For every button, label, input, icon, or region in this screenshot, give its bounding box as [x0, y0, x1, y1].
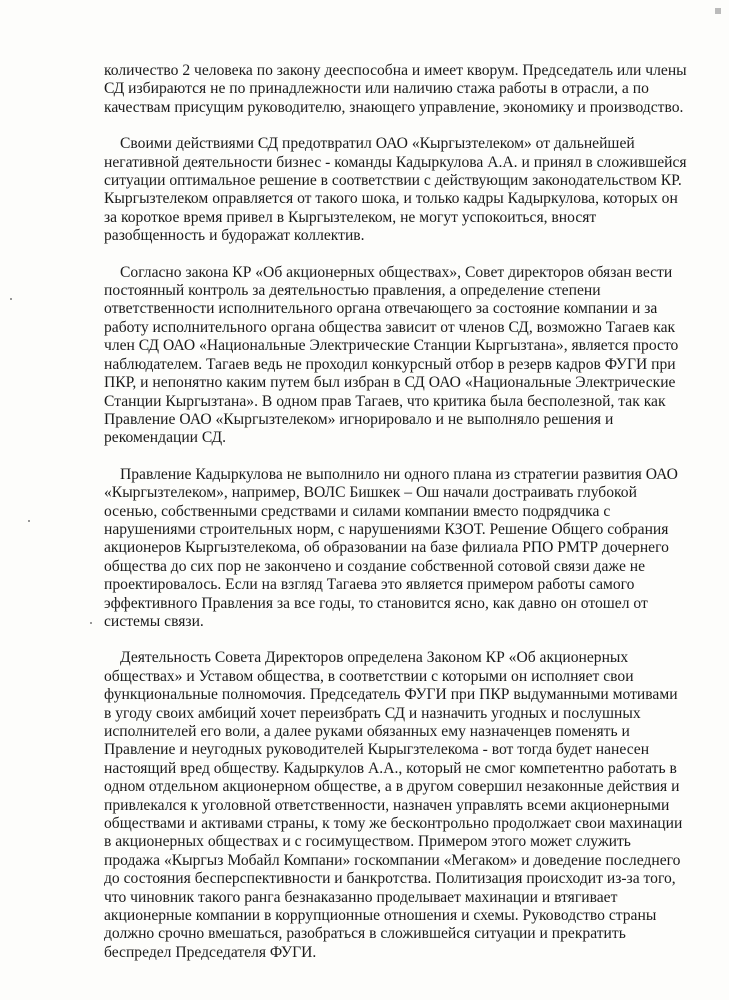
scan-speck: [28, 520, 30, 522]
scan-speck: [10, 298, 12, 300]
paragraph: Согласно закона КР «Об акционерных обществах», Совет директоров обязан вести постоянный контроль за деятельностью правления, а определение степени ответственности исполнительного органа отвечающего за состояние компании и за работу исполнительного органа общества зависит от членов СД, возможно Тагаев как член СД ОАО «Национальные Электрические Станции Кыргызтана», является просто наблюдателем. Тагаев ведь не проходил конкурсный отбор в резерв кадров ФУГИ при ПКР, и непонятно каким путем был избран в СД ОАО «Национальные Электрические Станции Кыргызтана». В одном прав Тагаев, что критика была бесполезной, так как Правление ОАО «Кыргызтелеком» игнорировало и не выполняло решения и рекомендации СД.: [104, 263, 679, 447]
paragraph: количество 2 человека по закону дееспособна и имеет кворум. Председатель или члены СД избираются не по принадлежности или наличию стажа работы в отрасли, а по качествам присущим руководителю, знающего управление, экономику и производство.: [104, 62, 687, 116]
scan-speck: [90, 622, 92, 624]
paragraph: Деятельность Совета Директоров определена Законом КР «Об акционерных обществах» и Уставом общества, в соответствии с которыми он исполняет свои функциональные полномочия. Председатель ФУГИ при ПКР выдуманными мотивами в угоду своих амбиций хочет переизбрать СД и назначить угодных и послушных исполнителей его воли, а далее руками обязанных ему назначенцев поменять и Правление и неугодных руководителей Кырыгзтелекома - вот тогда будет нанесен настоящий вред обществу. Кадыркулов А.А., который не смог компетентно работать в одном отдельном акционерном обществе, а в другом совершил незаконные действия и привлекался к уголовной ответственности, назначен управлять всеми акционерными обществами и активами страны, к тому же бесконтрольно продолжает свои махинации в акционерных обществах и с госимуществом. Примером этого может служить продажа «Кыргыз Мобайл Компани» госкомпании «Мегаком» и доведение последнего до состояния бесперспективности и банкротства. Политизация происходит из-за того, что чиновник такого ранга безнаказанно проделывает махинации и втягивает акционерные компании в коррупционные отношения и схемы. Руководство страны должно срочно вмешаться, разобраться в сложившейся ситуации и прекратить беспредел Председателя ФУГИ.: [104, 649, 683, 961]
document-body: [104, 62, 688, 980]
scan-corner-mark: [715, 8, 721, 14]
paragraph: Правление Кадыркулова не выполнило ни одного плана из стратегии развития ОАО «Кыргызтелеком», например, ВОЛС Бишкек – Ош начали достраивать глубокой осенью, собственными средствами и силами компании вместо подрядчика с нарушениями строительных норм, с нарушениями КЗОТ. Решение Общего собрания акционеров Кыргызтелекома, об образовании на базе филиала РПО РМТР дочернего общества до сих пор не закончено и создание собственной сотовой связи даже не проектировалось. Если на взгляд Тагаева это является примером работы самого эффективного Правления за все годы, то становится ясно, как давно он отошел от системы связи.: [104, 465, 678, 630]
paragraph: Своими действиями СД предотвратил ОАО «Кыргызтелеком» от дальнейшей негативной деятельности бизнес - команды Кадыркулова А.А. и принял в сложившейся ситуации оптимальное решение в соответствии с действующим законодательством КР. Кыргызтелеком оправляется от такого шока, и только кадры Кадыркулова, которых он за короткое время привел в Кыргызтелеком, не могут успокоиться, вносят разобщенность и будоражат коллектив.: [104, 135, 687, 245]
